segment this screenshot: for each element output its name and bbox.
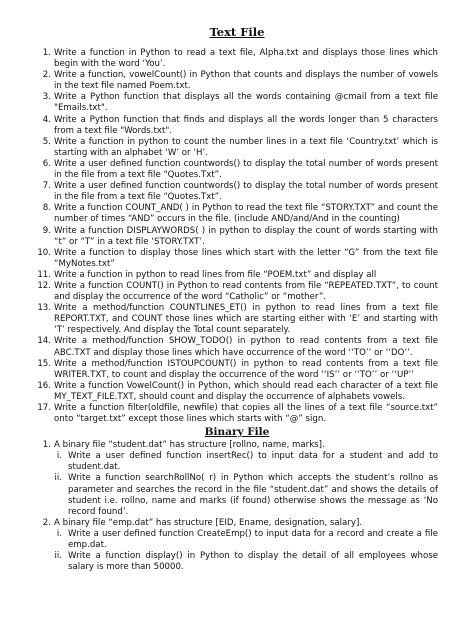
item-text: Write a function, vowelCount() in Python that counts and displays the number of vowels in the text file named Poem.txt. — [54, 70, 438, 92]
item-text: Write a method/function COUNTLINES_ET() in python to read lines from a text file REPORT.TXT, and COUNT those lines which are starting either with ‘E’ and starting with ‘T’ respectively. And display the Total count separately. — [54, 303, 438, 336]
question-item — [36, 226, 438, 248]
item-text: Write a function in python to read lines from file “POEM.txt” and display all — [54, 269, 377, 280]
item-text: Write a function searchRollNo( r) in Python which accepts the student’s rollno as parameter and searches the record in the file “student.dat” and shows the details of student i.e. rollno, name and marks (if found) otherwise shows the message as ‘No record found’. — [68, 473, 438, 517]
item-text: Write a user defined function countwords() to display the total number of words present in the file from a text file “Quotes.Txt”. — [54, 158, 438, 181]
sub-question-item — [36, 451, 438, 473]
text-file-question-list — [36, 48, 438, 425]
item-number: 15. — [37, 358, 51, 369]
item-number: 16. — [37, 380, 51, 391]
item-number: 3. — [42, 92, 51, 103]
question-item — [36, 336, 438, 358]
item-number: 13. — [37, 303, 51, 314]
question-item — [36, 70, 438, 92]
item-text: Write a method/function ISTOUPCOUNT() in python to read contents from a text file WRITER.TXT, to count and display the occurrence of the word ‘‘IS’’ or ‘‘TO’’ or ‘‘UP’’ — [54, 358, 438, 380]
question-item — [36, 303, 438, 336]
item-number: 2. — [42, 70, 51, 81]
item-number: i. — [56, 451, 62, 462]
item-number: 6. — [42, 158, 51, 169]
item-text: Write a function COUNT() in Python to read contents from file “REPEATED.TXT”, to count and display the occurrence of the word “Catholic” or “mother”. — [54, 280, 438, 303]
item-text: Write a function in python to count the number lines in a text file ‘Country.txt’ which is starting with an alphabet ‘W’ or ‘H’. — [54, 136, 438, 158]
item-text: Write a function DISPLAYWORDS( ) in python to display the count of words starting with “t” or “T” in a text file ‘STORY.TXT’. — [54, 225, 438, 247]
item-text: Write a function to display those lines which start with the letter “G” from the text file “MyNotes.txt” — [54, 247, 438, 269]
item-number: 7. — [42, 181, 51, 192]
item-number: 1. — [42, 440, 51, 451]
item-text: Write a user defined function insertRec() to input data for a student and add to student.dat. — [68, 451, 438, 473]
item-text: Write a Python function that finds and displays all the words longer than 5 characters from a text file "Words.txt". — [54, 114, 438, 136]
item-number: 11. — [37, 269, 51, 280]
binary-section-title: Binary File — [204, 426, 270, 439]
item-text: Write a Python function that displays all the words containing @cmail from a text file "Emails.txt". — [54, 92, 438, 114]
question-item — [36, 137, 438, 159]
item-number: 1. — [42, 48, 51, 58]
item-number: 4. — [42, 114, 51, 125]
question-item — [36, 403, 438, 425]
binary-question-item — [36, 440, 438, 451]
page-title: Text File — [209, 25, 265, 39]
question-item — [36, 115, 438, 137]
question-item — [36, 248, 438, 270]
item-number: 9. — [42, 225, 51, 236]
question-item — [36, 181, 438, 203]
item-number: ii. — [54, 473, 62, 484]
item-text: Write a function VowelCount() in Python, which should read each character of a text file MY_TEXT_FILE.TXT, should count and display the occurrence of alphabets vowels. — [54, 380, 438, 402]
item-number: 12. — [37, 280, 51, 291]
item-number: 17. — [37, 403, 51, 413]
item-number: 2. — [42, 517, 51, 528]
question-item — [36, 359, 438, 381]
item-text: Write a method/function SHOW_TODO() in python to read contents from a text file ABC.TXT and display those lines which have occurrence of the word ‘‘TO’’ or ‘‘DO’’. — [54, 336, 438, 358]
item-text: Write a function filter(oldfile, newfile) that copies all the lines of a text file “source.txt” onto “target.txt” except those lines which starts with “@” sign. — [54, 403, 438, 425]
binary-question-item — [36, 518, 438, 529]
item-number: 10. — [37, 247, 51, 258]
question-item — [36, 281, 438, 303]
question-item — [36, 92, 438, 114]
item-text: Write a function COUNT_AND( ) in Python to read the text file “STORY.TXT” and count the number of times “AND” occurs in the file. (include AND/and/And in the counting) — [54, 203, 438, 225]
item-text: A binary file “student.dat” has structure [rollno, name, marks]. — [54, 440, 325, 451]
question-item — [36, 381, 438, 403]
item-number: i. — [56, 528, 62, 539]
question-item — [36, 48, 438, 70]
item-text: A binary file “emp.dat” has structure [EID, Ename, designation, salary]. — [54, 517, 363, 528]
item-text: Write a user defined function CreateEmp() to input data for a record and create a file emp.dat. — [68, 528, 438, 551]
sub-question-item — [36, 473, 438, 517]
sub-question-item — [36, 551, 438, 573]
item-text: Write a user defined function countwords() to display the total number of words present in the file from a text file “Quotes.Txt”. — [54, 181, 438, 203]
item-text: Write a function display() in Python to display the detail of all employees whose salary is more than 50000. — [68, 551, 438, 573]
sub-question-item — [36, 529, 438, 551]
item-number: 5. — [42, 136, 51, 147]
item-number: ii. — [54, 551, 62, 562]
binary-file-question-list — [36, 440, 438, 573]
question-item — [36, 270, 438, 281]
item-text: Write a function in Python to read a text file, Alpha.txt and displays those lines which begin with the word ‘You’. — [54, 48, 438, 70]
question-item — [36, 159, 438, 181]
item-number: 14. — [37, 336, 51, 347]
question-item — [36, 203, 438, 225]
item-number: 8. — [42, 203, 51, 214]
